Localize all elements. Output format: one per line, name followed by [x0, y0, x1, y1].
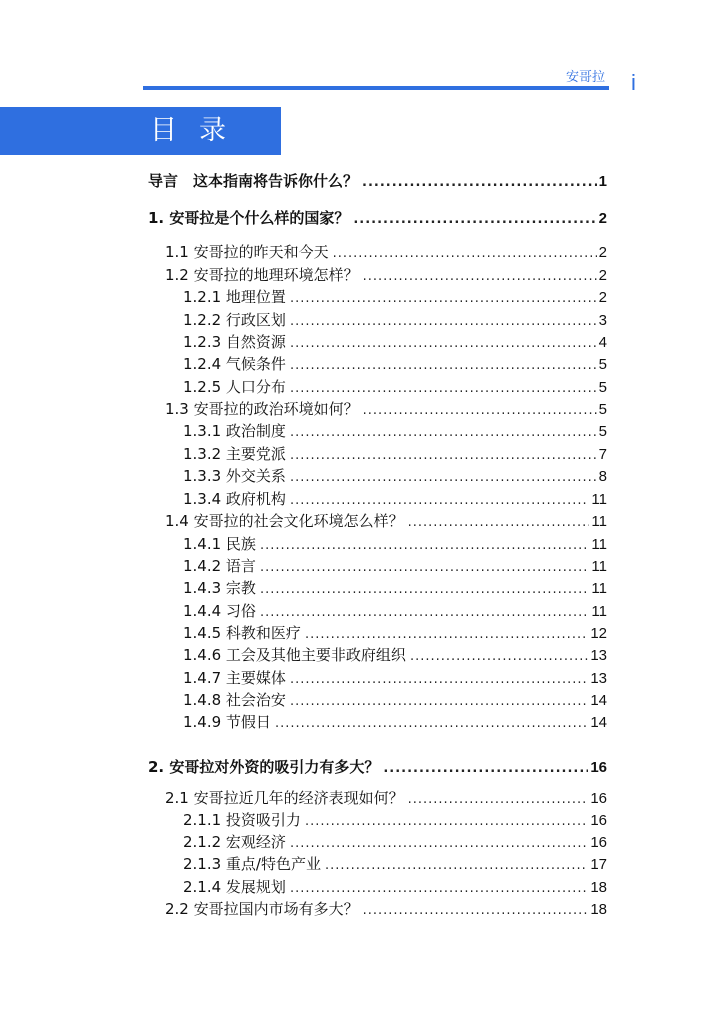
toc-entry[interactable]	[183, 488, 607, 510]
toc-entry-label: 2.1.1 投资吸引力	[183, 811, 301, 829]
toc-entry[interactable]	[183, 667, 607, 689]
toc-entry[interactable]	[183, 622, 607, 644]
toc-entry-page: 14	[590, 692, 607, 709]
toc-entry-page: 11	[591, 558, 607, 575]
toc-entry-page: 5	[598, 379, 607, 396]
toc-entry-page: 5	[598, 401, 607, 418]
toc-leader-dots	[333, 243, 597, 265]
toc-entry[interactable]	[183, 309, 607, 331]
toc-entry-label: 1.4 安哥拉的社会文化环境怎么样？	[165, 512, 404, 530]
toc-entry-page: 7	[598, 446, 607, 463]
toc-leader-dots	[260, 579, 589, 601]
running-head-title: 安哥拉	[565, 70, 605, 85]
toc-entry[interactable]	[183, 353, 607, 375]
toc-entry-page: 16	[590, 790, 607, 807]
toc-leader-dots	[290, 355, 597, 377]
toc-entry-page: 2	[598, 210, 607, 227]
toc-entry-label: 2. 安哥拉对外资的吸引力有多大？	[148, 758, 380, 776]
toc-entry[interactable]	[183, 286, 607, 308]
toc-entry-label: 1.4.9 节假日	[183, 713, 271, 731]
toc-entry[interactable]	[183, 831, 607, 853]
toc-entry[interactable]	[183, 331, 607, 353]
toc-leader-dots	[290, 669, 588, 691]
toc-entry-page: 14	[590, 714, 607, 731]
page-title: 目录	[150, 115, 248, 146]
toc-entry-page: 11	[591, 603, 607, 620]
toc-entry-page: 2	[598, 289, 607, 306]
toc-entry-label: 1.3 安哥拉的政治环境如何？	[165, 400, 359, 418]
toc-leader-dots	[363, 266, 597, 288]
toc-leader-dots	[290, 311, 597, 333]
toc-leader-dots	[290, 833, 588, 855]
toc-leader-dots	[363, 400, 597, 422]
toc-leader-dots	[290, 422, 597, 444]
toc-entry-page: 11	[591, 580, 607, 597]
toc-leader-dots	[260, 535, 589, 557]
toc-entry[interactable]	[183, 443, 607, 465]
toc-entry[interactable]	[165, 787, 607, 809]
toc-entry-page: 1	[598, 173, 607, 190]
toc-leader-dots	[290, 288, 597, 310]
toc-entry[interactable]	[165, 264, 607, 286]
toc-leader-dots	[290, 691, 588, 713]
toc-leader-dots	[290, 445, 597, 467]
toc-entry[interactable]	[148, 756, 607, 778]
toc-entry-page: 18	[590, 879, 607, 896]
toc-leader-dots	[290, 333, 597, 355]
toc-leader-dots	[305, 811, 588, 833]
toc-entry[interactable]	[165, 898, 607, 920]
toc-entry[interactable]	[183, 644, 607, 666]
toc-entry-page: 4	[598, 334, 607, 351]
toc-entry[interactable]	[183, 853, 607, 875]
toc-leader-dots	[325, 855, 588, 877]
toc-leader-dots	[290, 378, 597, 400]
toc-leader-dots	[363, 900, 589, 922]
toc-leader-dots	[290, 878, 588, 900]
toc-entry-label: 1.1 安哥拉的昨天和今天	[165, 243, 329, 261]
toc-entry[interactable]	[148, 170, 607, 192]
toc-entry-page: 17	[590, 856, 607, 873]
toc-entry-label: 1.2 安哥拉的地理环境怎样？	[165, 266, 359, 284]
toc-entry-page: 8	[598, 468, 607, 485]
toc-entry[interactable]	[183, 577, 607, 599]
toc-leader-dots	[410, 646, 588, 668]
toc-entry[interactable]	[183, 376, 607, 398]
toc-entry-label: 1.4.7 主要媒体	[183, 669, 286, 687]
toc-entry-label: 1.2.4 气候条件	[183, 355, 286, 373]
toc-entry-label: 1.3.4 政府机构	[183, 490, 286, 508]
toc-leader-dots	[362, 172, 597, 194]
toc-entry[interactable]	[183, 809, 607, 831]
toc-entry-label: 1.3.3 外交关系	[183, 467, 286, 485]
toc-leader-dots	[408, 512, 590, 534]
toc-entry-label: 导言 这本指南将告诉你什么？	[148, 172, 359, 190]
toc-entry[interactable]	[165, 398, 607, 420]
toc-entry-page: 12	[590, 625, 607, 642]
toc-entry-label: 1.2.1 地理位置	[183, 288, 286, 306]
toc-entry[interactable]	[183, 420, 607, 442]
toc-entry[interactable]	[183, 533, 607, 555]
toc-entry-page: 16	[590, 759, 607, 776]
toc-entry-page: 13	[590, 647, 607, 664]
toc-entry-label: 1.4.4 习俗	[183, 602, 256, 620]
toc-entry-label: 1.4.8 社会治安	[183, 691, 286, 709]
toc-entry-label: 1.2.3 自然资源	[183, 333, 286, 351]
toc-entry[interactable]	[183, 876, 607, 898]
toc-entry-page: 5	[598, 356, 607, 373]
toc-entry-label: 1.4.6 工会及其他主要非政府组织	[183, 646, 406, 664]
toc-entry-page: 11	[591, 491, 607, 508]
toc-entry-label: 1.3.1 政治制度	[183, 422, 286, 440]
toc-entry-page: 13	[590, 670, 607, 687]
toc-entry-label: 1.4.3 宗教	[183, 579, 256, 597]
toc-entry-label: 1.2.2 行政区划	[183, 311, 286, 329]
header-rule	[143, 86, 609, 90]
toc-entry-label: 1.3.2 主要党派	[183, 445, 286, 463]
toc-entry[interactable]	[148, 207, 607, 229]
toc-entry-label: 1.4.5 科教和医疗	[183, 624, 301, 642]
toc-entry-page: 11	[591, 513, 607, 530]
toc-leader-dots	[408, 789, 589, 811]
toc-leader-dots	[290, 490, 589, 512]
toc-leader-dots	[260, 557, 589, 579]
toc-leader-dots	[353, 209, 596, 231]
toc-entry[interactable]	[165, 241, 607, 263]
toc-entry-page: 18	[590, 901, 607, 918]
toc-entry[interactable]	[183, 465, 607, 487]
toc-entry-label: 1.4.2 语言	[183, 557, 256, 575]
toc-entry[interactable]	[165, 510, 607, 532]
toc-leader-dots	[275, 713, 588, 735]
toc-leader-dots	[383, 758, 588, 780]
toc-entry-label: 2.1 安哥拉近几年的经济表现如何？	[165, 789, 404, 807]
toc-entry-label: 2.1.3 重点/特色产业	[183, 855, 321, 873]
toc-entry[interactable]	[183, 600, 607, 622]
toc-entry[interactable]	[183, 711, 607, 733]
toc-entry-label: 2.1.2 宏观经济	[183, 833, 286, 851]
toc-entry-page: 16	[590, 834, 607, 851]
toc-entry-page: 11	[591, 536, 607, 553]
toc-entry-page: 2	[598, 267, 607, 284]
toc-entry-label: 1.2.5 人口分布	[183, 378, 286, 396]
toc-leader-dots	[290, 467, 597, 489]
toc-entry-page: 5	[598, 423, 607, 440]
toc-entry-label: 2.2 安哥拉国内市场有多大？	[165, 900, 359, 918]
toc-entry-label: 1.4.1 民族	[183, 535, 256, 553]
toc-entry-label: 1. 安哥拉是个什么样的国家？	[148, 209, 350, 227]
page-number: i	[631, 70, 636, 95]
toc-leader-dots	[260, 602, 589, 624]
toc-entry[interactable]	[183, 555, 607, 577]
toc-entry-page: 16	[590, 812, 607, 829]
toc-entry-page: 2	[598, 244, 607, 261]
toc-entry-label: 2.1.4 发展规划	[183, 878, 286, 896]
toc-entry[interactable]	[183, 689, 607, 711]
toc-leader-dots	[305, 624, 588, 646]
toc-entry-page: 3	[598, 312, 607, 329]
